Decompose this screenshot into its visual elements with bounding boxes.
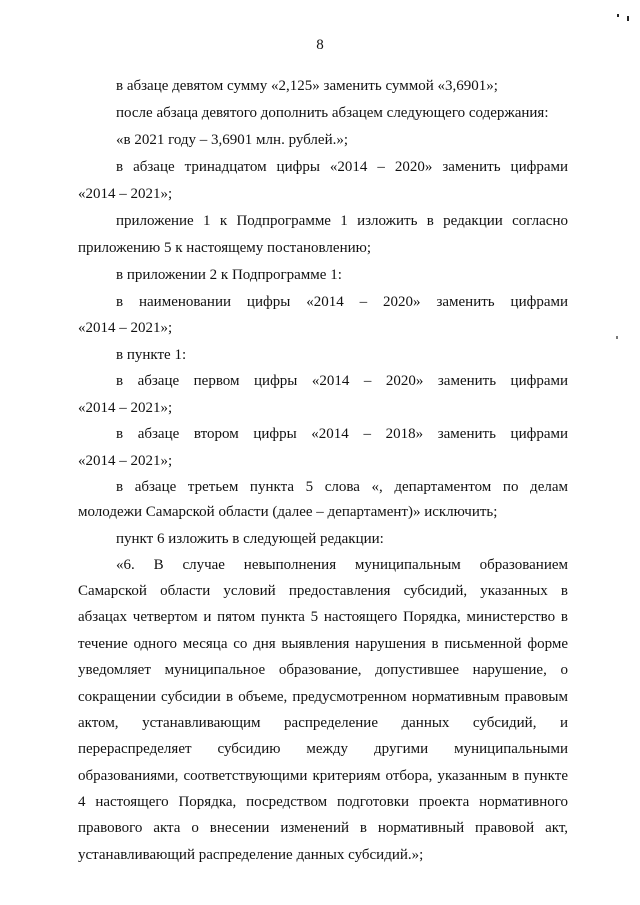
text-line: актом, устанавливающим распределение данных субсидий, и (78, 715, 568, 731)
text-line: абзацах четвертом и пятом пункта 5 настоящего Порядка, министерство в (78, 609, 568, 625)
text-line: приложению 5 к настоящему постановлению; (78, 240, 371, 256)
text-line: перераспределяет субсидию между другими муниципальными (78, 741, 568, 757)
scan-speck (617, 14, 619, 17)
text-line: в абзаце первом цифры «2014 – 2020» заменить цифрами (116, 373, 568, 389)
text-line: после абзаца девятого дополнить абзацем следующего содержания: (116, 105, 549, 121)
text-line: пункт 6 изложить в следующей редакции: (116, 531, 384, 547)
text-line: образованиями, соответствующими критериям отбора, указанным в пункте (78, 768, 568, 784)
text-line: «2014 – 2021»; (78, 400, 173, 416)
text-line: в абзаце тринадцатом цифры «2014 – 2020» заменить цифрами (116, 159, 568, 175)
text-line: приложение 1 к Подпрограмме 1 изложить в редакции согласно (116, 213, 568, 229)
text-line: в абзаце девятом сумму «2,125» заменить суммой «3,6901»; (116, 78, 498, 94)
text-line: правового акта о внесении изменений в нормативный правовой акт, (78, 820, 568, 836)
text-line: сокращении субсидии в объеме, предусмотренном нормативным правовым (78, 689, 568, 705)
text-line: уведомляет муниципальное образование, допустившее нарушение, о (78, 662, 568, 678)
text-line: «2014 – 2021»; (78, 453, 173, 469)
text-line: в пункте 1: (116, 347, 187, 363)
page-number: 8 (316, 37, 324, 53)
text-line: Самарской области условий предоставления субсидий, указанных в (78, 583, 568, 599)
text-line: 4 настоящего Порядка, посредством подготовки проекта нормативного (78, 794, 568, 810)
text-line: в приложении 2 к Подпрограмме 1: (116, 267, 342, 283)
scan-speck (616, 336, 618, 339)
text-line: в абзаце третьем пункта 5 слова «, департаментом по делам (116, 479, 568, 495)
scan-speck (627, 16, 629, 21)
text-line: устанавливающий распределение данных субсидий.»; (78, 847, 424, 863)
text-line: «2014 – 2021»; (78, 320, 173, 336)
text-line: в наименовании цифры «2014 – 2020» заменить цифрами (116, 294, 568, 310)
text-line: «2014 – 2021»; (78, 186, 173, 202)
text-line: в абзаце втором цифры «2014 – 2018» заменить цифрами (116, 426, 568, 442)
text-line: течение одного месяца со дня выявления нарушения в письменной форме (78, 636, 568, 652)
text-line: «6. В случае невыполнения муниципальным образованием (116, 557, 568, 573)
text-line: молодежи Самарской области (далее – департамент)» исключить; (78, 504, 498, 520)
text-line: «в 2021 году – 3,6901 млн. рублей.»; (116, 132, 349, 148)
